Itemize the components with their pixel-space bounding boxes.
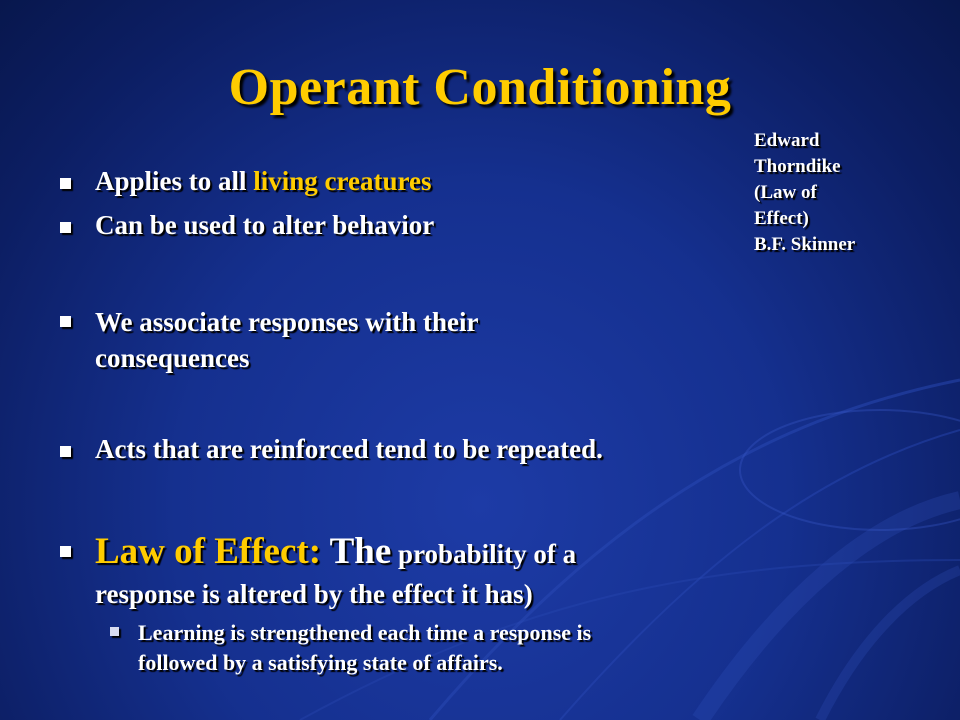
side-note xyxy=(754,128,934,258)
highlight-text: living creatures xyxy=(253,166,432,196)
side-note-line: Effect) xyxy=(754,208,809,229)
slide-title: Operant Conditioning xyxy=(228,59,732,116)
side-note-line: B.F. Skinner xyxy=(754,234,856,255)
bullet-text: We associate responses with their consequences xyxy=(95,307,479,373)
square-bullet-icon xyxy=(60,446,71,457)
bullet-text: Acts that are reinforced tend to be repeated. xyxy=(95,434,603,464)
side-note-line: Edward xyxy=(754,130,820,151)
square-bullet-icon xyxy=(60,546,71,557)
side-note-line: Thorndike xyxy=(754,156,841,177)
bullet-text: Learning is strengthened each time a response is followed by a satisfying state of affairs. xyxy=(138,620,592,675)
square-bullet-icon xyxy=(60,316,71,327)
bullet-text: Applies to all living creatures xyxy=(95,166,432,196)
bullet-text: Can be used to alter behavior xyxy=(95,210,435,240)
side-note-line: (Law of xyxy=(754,182,817,203)
square-bullet-icon xyxy=(60,178,71,189)
square-bullet-icon xyxy=(110,627,119,636)
bullet-text: Law of Effect: The probability of a response is altered by the effect it has) xyxy=(95,531,577,609)
highlight-text: Law of Effect: xyxy=(95,531,322,572)
square-bullet-icon xyxy=(60,222,71,233)
